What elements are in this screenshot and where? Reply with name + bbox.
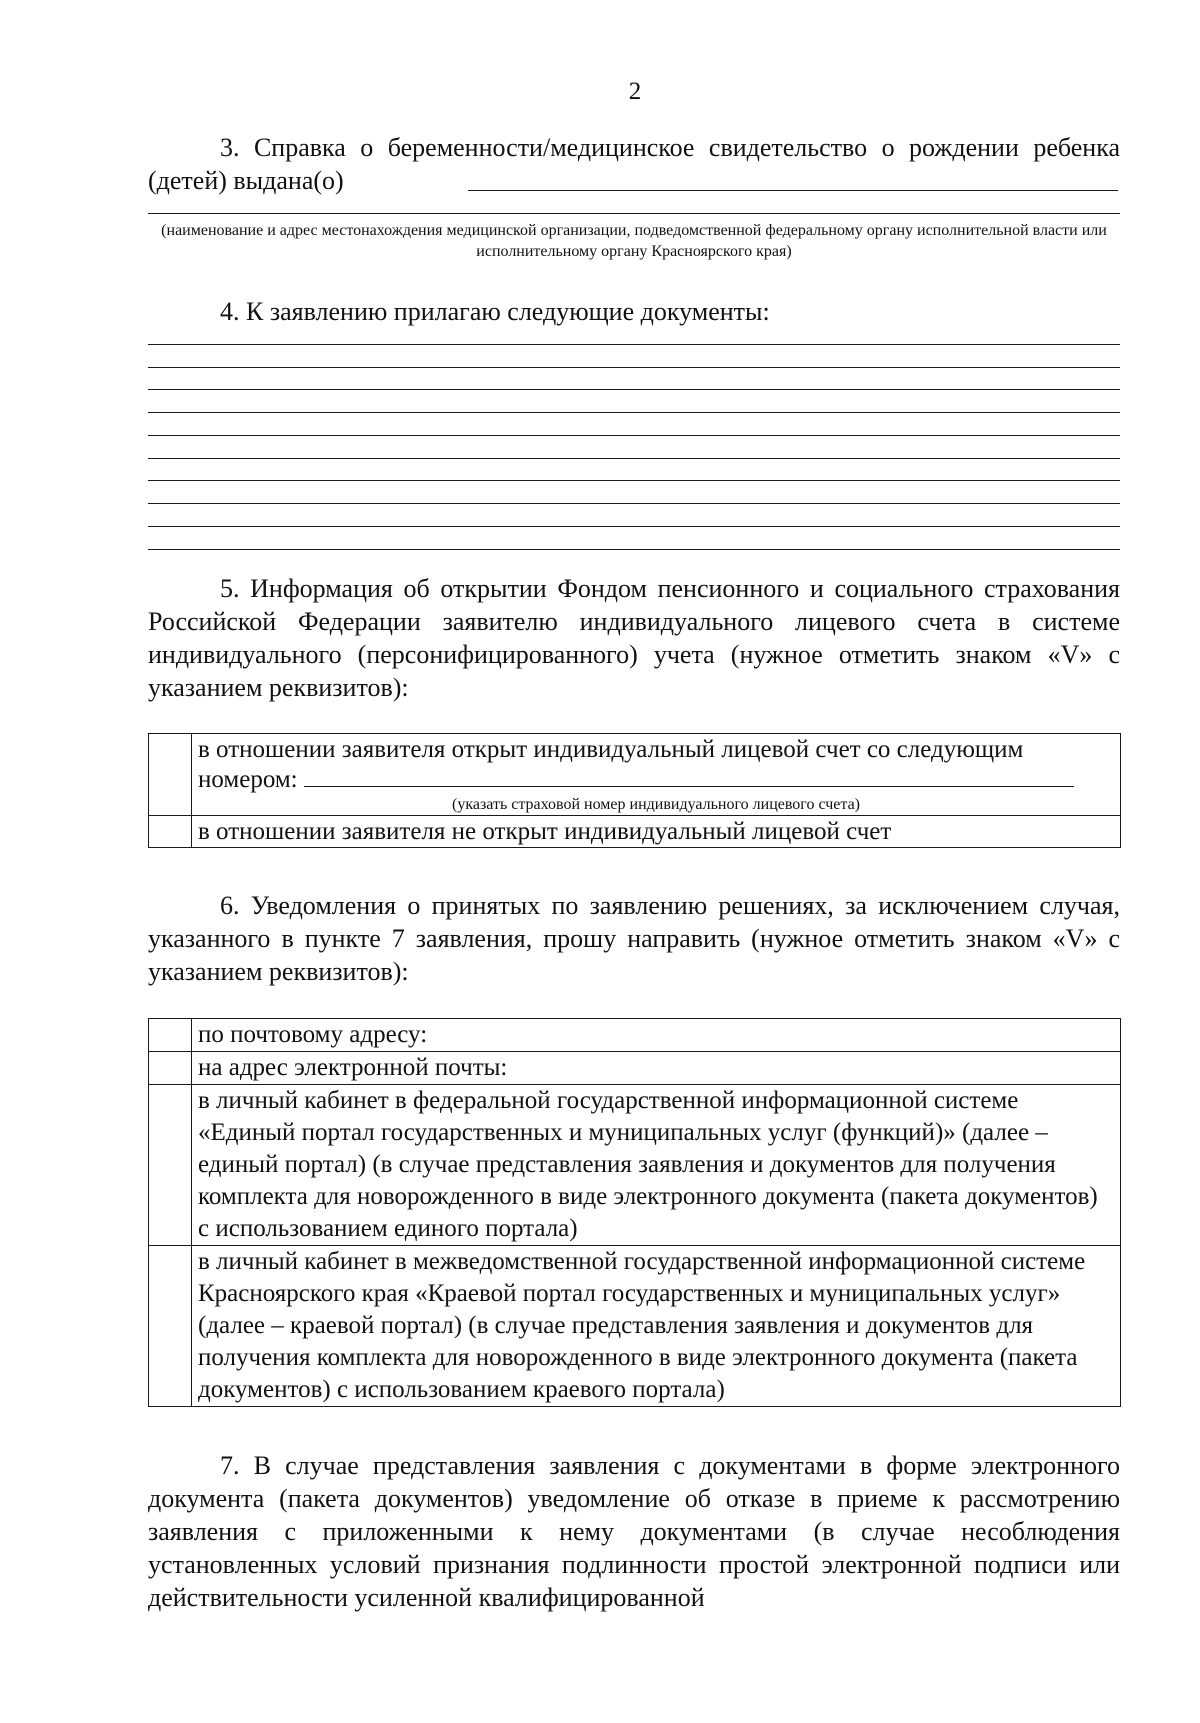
unified-portal-label: в личный кабинет в федеральной государственной информационной системе «Единый портал государственных и муниципальных услуг (функций)» (далее – единый портал) (в случае представления заявления и документов для получения комплекта для новорожденного в виде электронного документа (пакета документов) с использованием единого портала) — [192, 1085, 1121, 1246]
account-opened-label: в отношении заявителя открыт индивидуальный лицевой счет со следующим — [198, 736, 1024, 763]
section-6-content: 6. Уведомления о принятых по заявлению решениях, за исключением случая, указанного в пункте 7 заявления, прошу направить (нужное отметить знаком «V» с указанием реквизитов): — [148, 891, 1120, 986]
documents-line-7[interactable] — [148, 480, 1120, 481]
table-row — [149, 1246, 1121, 1407]
documents-line-6[interactable] — [148, 458, 1120, 459]
postal-address-checkbox[interactable] — [149, 1019, 192, 1052]
notification-method-table — [148, 1018, 1121, 1407]
account-number-label: номером: — [198, 766, 298, 793]
section-4-content: 4. К заявлению прилагаю следующие документы: — [220, 297, 770, 326]
documents-line-4[interactable] — [148, 412, 1120, 413]
section-6-text — [148, 889, 1120, 988]
documents-line-5[interactable] — [148, 435, 1120, 436]
documents-line-1[interactable] — [148, 344, 1120, 345]
postal-address-label: по почтовому адресу: — [192, 1019, 1121, 1052]
unified-portal-checkbox[interactable] — [149, 1085, 192, 1246]
page-number: 2 — [628, 78, 642, 105]
table-row — [149, 1085, 1121, 1246]
account-not-opened-checkbox[interactable] — [149, 816, 192, 848]
documents-line-9[interactable] — [148, 526, 1120, 527]
section-3-fill-line-2[interactable] — [148, 213, 1120, 214]
section-3-fill-line[interactable] — [468, 190, 1118, 191]
documents-line-3[interactable] — [148, 389, 1120, 390]
account-not-opened-label: в отношении заявителя не открыт индивидуальный лицевой счет — [192, 816, 1121, 848]
section-7-text — [148, 1449, 1120, 1614]
account-opened-checkbox[interactable] — [149, 734, 192, 816]
table-row — [149, 734, 1121, 816]
documents-line-2[interactable] — [148, 367, 1120, 368]
regional-portal-label: в личный кабинет в межведомственной государственной информационной системе Красноярского края «Краевой портал государственных и муниципальных услуг» (далее – краевой портал) (в случае представления заявления и документов для получения комплекта для новорожденного в виде электронного документа (пакета документов) с использованием краевого портала) — [192, 1246, 1121, 1407]
documents-line-8[interactable] — [148, 503, 1120, 504]
section-3-caption: (наименование и адрес местонахождения медицинской организации, подведомственной федеральному органу исполнительной власти или исполнительному органу Красноярского края) — [161, 222, 1107, 260]
table-row — [149, 1019, 1121, 1052]
account-number-caption: (указать страховой номер индивидуального лицевого счета) — [451, 796, 861, 813]
section-5-content: 5. Информация об открытии Фондом пенсионного и социального страхования Российской Федерации заявителю индивидуального лицевого счета в системе индивидуального (персонифицированного) учета (нужное отметить знаком «V» с указанием реквизитов): — [148, 574, 1120, 702]
account-number-field[interactable] — [304, 764, 1074, 787]
section-4-text — [148, 295, 1120, 328]
section-3-content: 3. Справка о беременности/медицинское свидетельство о рождении ребенка (детей) выдана(о) — [148, 133, 1120, 195]
account-info-table — [148, 733, 1121, 848]
account-opened-cell — [192, 734, 1121, 816]
section-3-text — [148, 131, 1120, 197]
section-7-content: 7. В случае представления заявления с документами в форме электронного документа (пакета документов) уведомление об отказе в приеме к рассмотрению заявления с приложенными к нему документами (в случае несоблюдения установленных условий признания подлинности простой электронной подписи или действительности усиленной квалифицированной — [148, 1451, 1120, 1612]
email-label: на адрес электронной почты: — [192, 1052, 1121, 1085]
table-row — [149, 816, 1121, 848]
regional-portal-checkbox[interactable] — [149, 1246, 192, 1407]
email-checkbox[interactable] — [149, 1052, 192, 1085]
documents-line-10[interactable] — [148, 549, 1120, 550]
table-row — [149, 1052, 1121, 1085]
section-5-text — [148, 572, 1120, 704]
